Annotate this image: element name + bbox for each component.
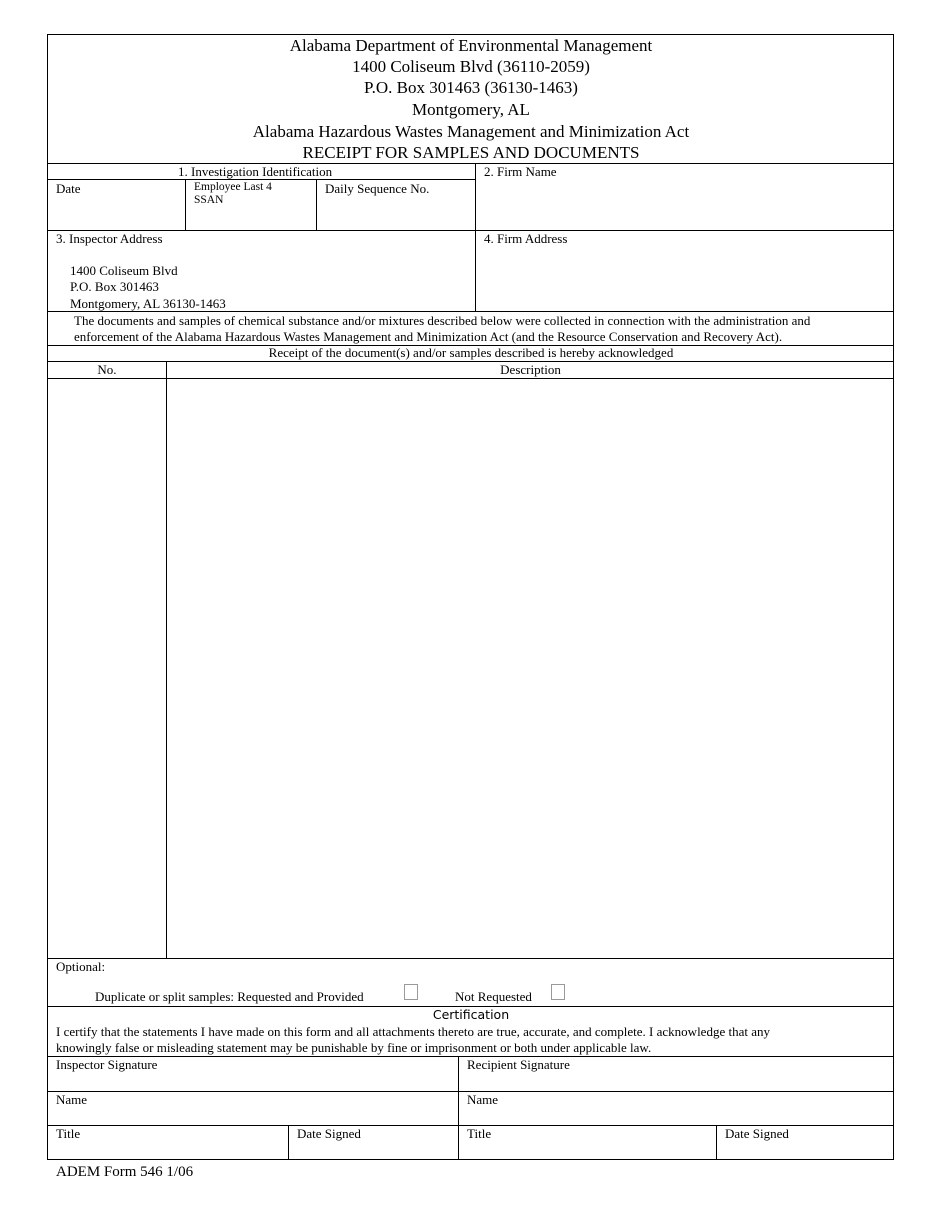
- inspector-signature-label: Inspector Signature: [56, 1057, 158, 1072]
- inspector-address-label: 3. Inspector Address: [56, 231, 163, 246]
- recipient-signature-field[interactable]: [459, 1057, 894, 1091]
- requested-provided-checkbox[interactable]: [404, 984, 418, 1000]
- inspector-date-field[interactable]: [289, 1126, 458, 1160]
- date-label: Date: [56, 181, 81, 196]
- firm-name-cell[interactable]: [476, 164, 893, 230]
- act-name: Alabama Hazardous Wastes Management and Minimization Act: [252, 122, 690, 141]
- not-requested-label: Not Requested: [455, 989, 532, 1004]
- date-cell[interactable]: [48, 180, 185, 230]
- inspector-title-label: Title: [56, 1126, 81, 1141]
- employee-ssan-label-1: Employee Last 4: [194, 181, 272, 193]
- agency-street: 1400 Coliseum Blvd (36110-2059): [352, 57, 590, 76]
- form-title: RECEIPT FOR SAMPLES AND DOCUMENTS: [302, 143, 640, 162]
- column-header-no: No.: [97, 362, 117, 377]
- agency-city: Montgomery, AL: [412, 100, 530, 119]
- inspector-address-line1: 1400 Coliseum Blvd: [70, 263, 178, 278]
- investigation-id-label: 1. Investigation Identification: [178, 164, 333, 179]
- item-number-column[interactable]: [48, 379, 166, 958]
- recipient-date-label: Date Signed: [725, 1126, 789, 1141]
- recipient-title-label: Title: [467, 1126, 492, 1141]
- recipient-name-label: Name: [467, 1092, 499, 1107]
- recipient-name-field[interactable]: [459, 1092, 894, 1125]
- item-description-column[interactable]: [167, 379, 894, 958]
- employee-ssan-cell[interactable]: [186, 180, 316, 230]
- inspector-address-line3: Montgomery, AL 36130-1463: [70, 296, 226, 311]
- certification-line1: I certify that the statements I have made on this form and all attachments thereto are true, accurate, and complete. I acknowledge that any: [56, 1024, 770, 1039]
- certification-line2: knowingly false or misleading statement may be punishable by fine or imprisonment or both under applicable law.: [56, 1040, 652, 1055]
- inspector-address-cell: [48, 231, 475, 311]
- not-requested-checkbox[interactable]: [551, 984, 565, 1000]
- inspector-name-label: Name: [56, 1092, 88, 1107]
- daily-sequence-cell[interactable]: [317, 180, 475, 230]
- employee-ssan-label-2: SSAN: [194, 194, 224, 206]
- inspector-signature-field[interactable]: [48, 1057, 458, 1091]
- recipient-signature-label: Recipient Signature: [467, 1057, 570, 1072]
- agency-name: Alabama Department of Environmental Management: [289, 36, 653, 55]
- inspector-address-line2: P.O. Box 301463: [70, 279, 159, 294]
- statement-line2: enforcement of the Alabama Hazardous Wastes Management and Minimization Act (and the Resource Conservation and Recovery Act).: [74, 329, 783, 344]
- recipient-title-field[interactable]: [459, 1126, 716, 1160]
- daily-sequence-label: Daily Sequence No.: [325, 181, 430, 196]
- inspector-date-label: Date Signed: [297, 1126, 361, 1141]
- firm-address-label: 4. Firm Address: [484, 231, 568, 246]
- column-header-description: Description: [500, 362, 561, 377]
- receipt-acknowledgement: Receipt of the document(s) and/or samples described is hereby acknowledged: [268, 345, 674, 360]
- optional-label: Optional:: [56, 959, 106, 974]
- duplicate-split-label: Duplicate or split samples: Requested and Provided: [95, 989, 364, 1004]
- firm-address-cell[interactable]: [476, 231, 893, 311]
- statement-line1: The documents and samples of chemical substance and/or mixtures described below were collected in connection with the administration and: [74, 313, 811, 328]
- recipient-date-field[interactable]: [717, 1126, 894, 1160]
- form-number: ADEM Form 546 1/06: [56, 1164, 194, 1180]
- certification-title: Certification: [432, 1007, 510, 1022]
- firm-name-label: 2. Firm Name: [484, 164, 557, 179]
- agency-po-box: P.O. Box 301463 (36130-1463): [364, 78, 578, 97]
- inspector-name-field[interactable]: [48, 1092, 458, 1125]
- inspector-title-field[interactable]: [48, 1126, 288, 1160]
